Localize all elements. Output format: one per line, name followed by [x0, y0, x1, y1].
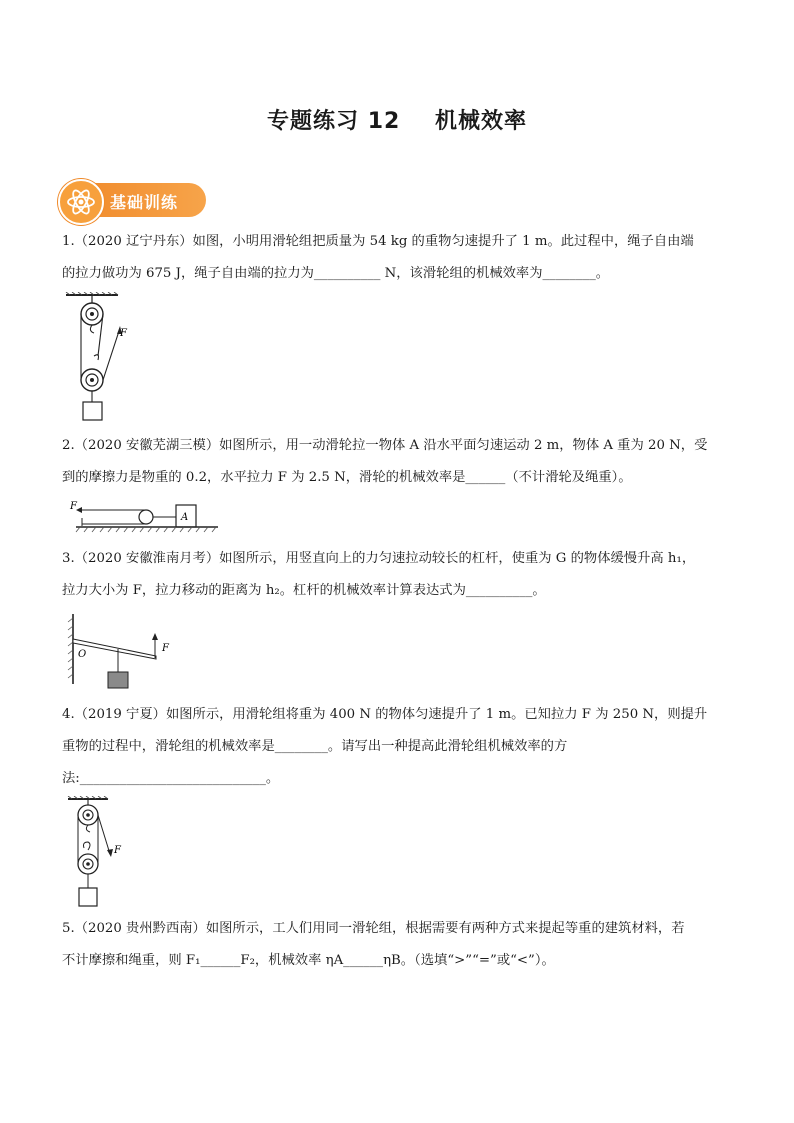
question-2-line-2: 到的摩擦力是物重的 0.2，水平拉力 F 为 2.5 N，滑轮的机械效率是______（不计滑轮及绳重）。	[62, 470, 632, 485]
pulley-system-figure-4	[66, 796, 136, 912]
page-title: 专题练习 12 机械效率	[267, 109, 527, 134]
figure-3-pivot-label: O	[78, 649, 87, 660]
question-1-line-1: 1.（2020 辽宁丹东）如图，小明用滑轮组把质量为 54 kg 的重物匀速提升了 1 m。此过程中，绳子自由端	[62, 234, 694, 249]
question-5-line-2: 不计摩擦和绳重，则 F₁______F₂，机械效率 ηA______ηB。（选填“>”“=”或“<”）。	[62, 953, 555, 968]
figure-3-force-label: F	[162, 643, 169, 654]
question-5-line-1: 5.（2020 贵州黔西南）如图所示，工人们用同一滑轮组，根据需要有两种方式来提起等重的建筑材料，若	[62, 921, 685, 936]
question-2-line-1: 2.（2020 安徽芜湖三模）如图所示，用一动滑轮拉一物体 A 沿水平面匀速运动 2 m，物体 A 重为 20 N，受	[62, 438, 708, 453]
section-banner	[58, 179, 206, 221]
figure-1-force-label: F	[120, 328, 127, 339]
figure-4-force-label: F	[114, 845, 121, 856]
atom-icon	[58, 179, 104, 225]
question-4-line-3: 法:____________________________。	[62, 771, 280, 786]
figure-2-object-label: A	[181, 512, 189, 523]
question-2	[62, 430, 738, 494]
pulley-system-figure-1	[64, 292, 144, 424]
question-5	[62, 913, 738, 977]
lever-figure-3	[64, 612, 184, 692]
question-3-line-2: 拉力大小为 F，拉力移动的距离为 h₂。杠杆的机械效率计算表达式为__________。	[62, 583, 546, 598]
question-3-line-1: 3.（2020 安徽淮南月考）如图所示，用竖直向上的力匀速拉动较长的杠杆，使重为 G 的物体缓慢升高 h₁，	[62, 551, 696, 566]
figure-2-force-label: F	[70, 501, 77, 512]
question-4-line-2: 重物的过程中，滑轮组的机械效率是________。请写出一种提高此滑轮组机械效率的方	[62, 739, 568, 754]
question-4-line-1: 4.（2019 宁夏）如图所示，用滑轮组将重为 400 N 的物体匀速提升了 1 m。已知拉力 F 为 250 N，则提升	[62, 707, 708, 722]
question-4	[62, 699, 738, 795]
section-label: 基础训练	[110, 193, 179, 212]
movable-pulley-figure-2	[66, 496, 222, 534]
question-1	[62, 226, 738, 290]
question-3	[62, 543, 738, 607]
question-1-line-2: 的拉力做功为 675 J，绳子自由端的拉力为__________ N，该滑轮组的机械效率为________。	[62, 266, 610, 281]
